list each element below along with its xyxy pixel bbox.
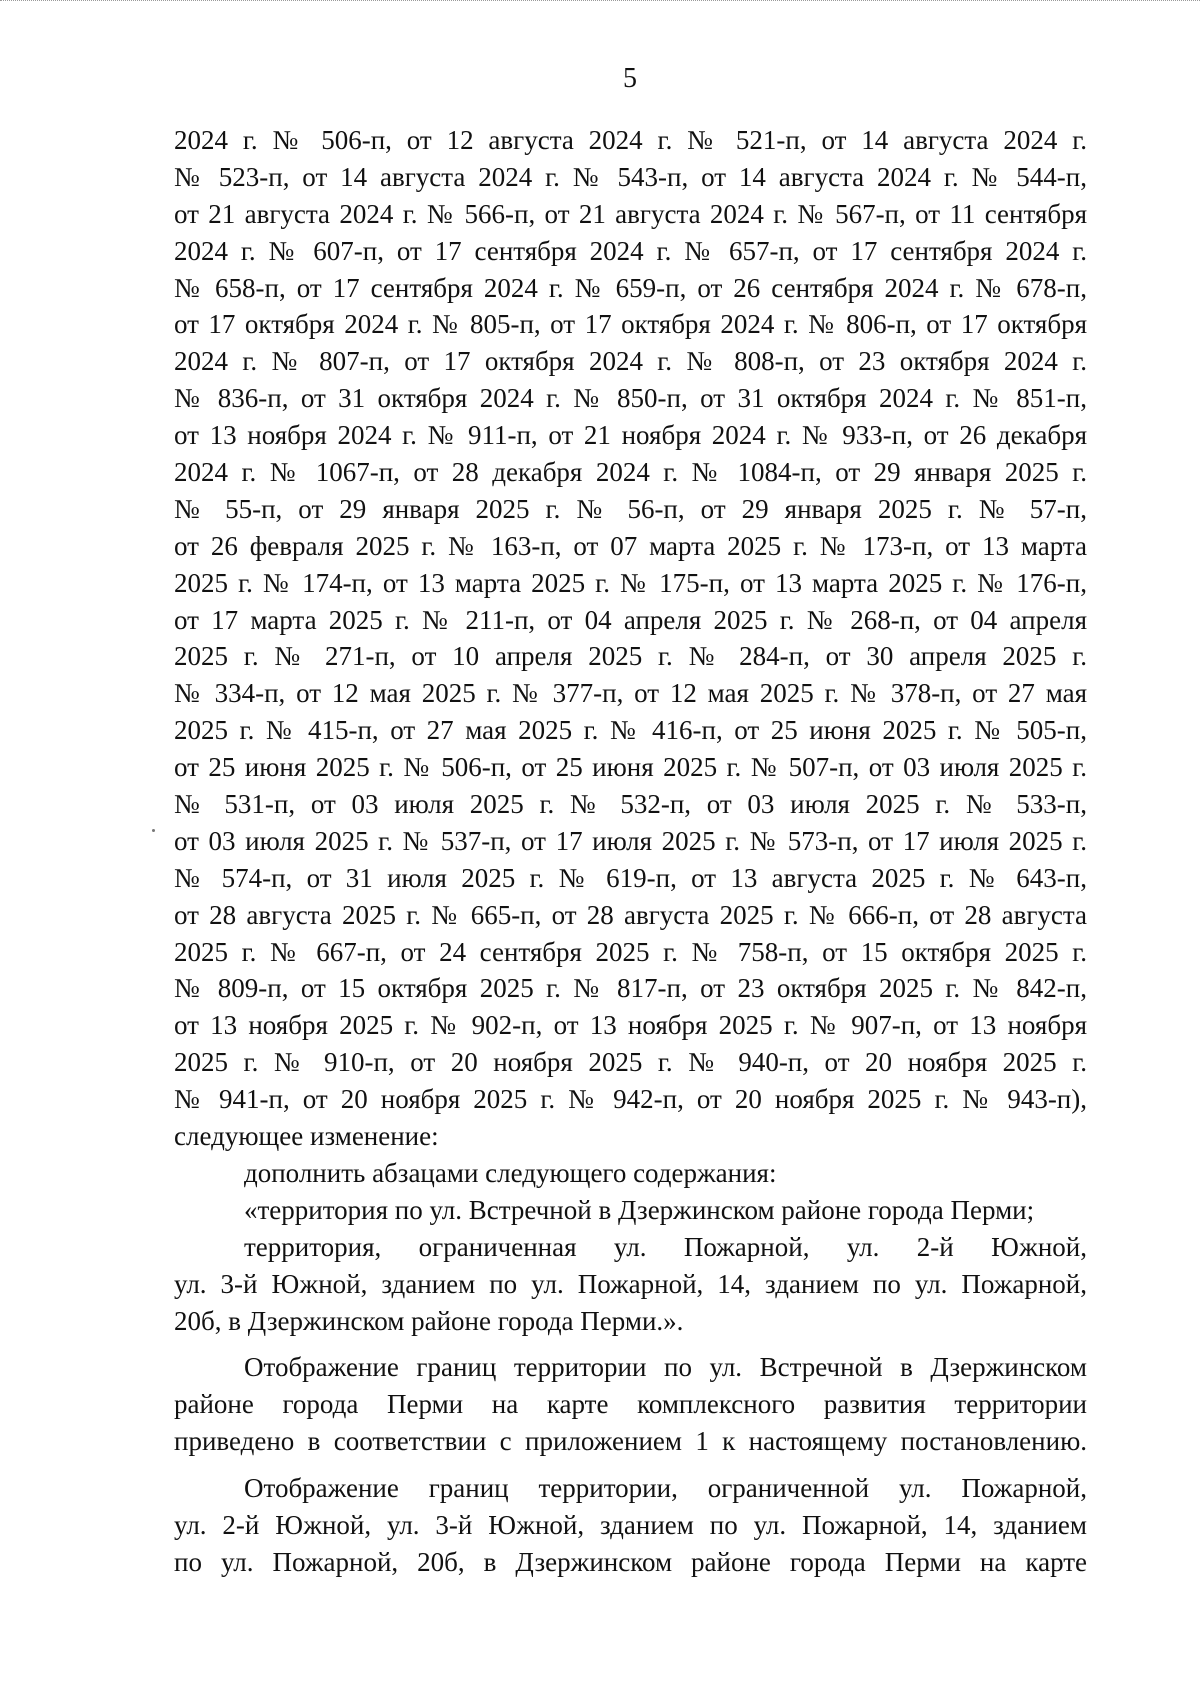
paragraph-map-pozharnaya	[174, 1470, 1087, 1581]
text-line: районе города Перми на карте комплексного развития территории	[174, 1389, 1087, 1420]
text-line: от 28 августа 2025 г. № 665-п, от 28 августа 2025 г. № 666-п, от 28 августа	[174, 899, 1087, 930]
text-line: от 17 марта 2025 г. № 211-п, от 04 апреля 2025 г. № 268-п, от 04 апреля	[174, 604, 1087, 635]
quote-line: территория, ограниченная ул. Пожарной, ул. 2-й Южной,	[244, 1231, 1087, 1262]
document-body	[174, 122, 1087, 1581]
page-number: 5	[623, 63, 637, 94]
text-line: от 25 июня 2025 г. № 506-п, от 25 июня 2025 г. № 507-п, от 03 июля 2025 г.	[174, 752, 1087, 783]
text-line: № 658-п, от 17 сентября 2024 г. № 659-п, от 26 сентября 2024 г. № 678-п,	[174, 272, 1087, 303]
text-line: приведено в соответствии с приложением 1 к настоящему постановлению.	[174, 1426, 1087, 1457]
quote-line: ул. 3-й Южной, зданием по ул. Пожарной, 14, зданием по ул. Пожарной,	[174, 1268, 1087, 1299]
quote-line: 20б, в Дзержинском районе города Перми.».	[174, 1305, 684, 1336]
amended-acts-list	[174, 122, 1087, 1118]
text-line: № 809-п, от 15 октября 2025 г. № 817-п, от 23 октября 2025 г. № 842-п,	[174, 973, 1087, 1004]
amend-intro: дополнить абзацами следующего содержания:	[244, 1157, 777, 1188]
quote-line: «территория по ул. Встречной в Дзержинском районе города Перми;	[244, 1194, 1035, 1225]
text-line: 2024 г. № 1067-п, от 28 декабря 2024 г. № 1084-п, от 29 января 2025 г.	[174, 457, 1087, 488]
text-line: № 523-п, от 14 августа 2024 г. № 543-п, от 14 августа 2024 г. № 544-п,	[174, 161, 1087, 192]
text-line: 2025 г. № 910-п, от 20 ноября 2025 г. № 940-п, от 20 ноября 2025 г.	[174, 1047, 1087, 1078]
text-line: от 13 ноября 2024 г. № 911-п, от 21 ноября 2024 г. № 933-п, от 26 декабря	[174, 420, 1087, 451]
change-intro: следующее изменение:	[174, 1121, 439, 1152]
text-line: № 531-п, от 03 июля 2025 г. № 532-п, от 03 июля 2025 г. № 533-п,	[174, 789, 1087, 820]
text-line: от 26 февраля 2025 г. № 163-п, от 07 марта 2025 г. № 173-п, от 13 марта	[174, 530, 1087, 561]
text-line: 2024 г. № 807-п, от 17 октября 2024 г. № 808-п, от 23 октября 2024 г.	[174, 346, 1087, 377]
text-line: № 941-п, от 20 ноября 2025 г. № 942-п, от 20 ноября 2025 г. № 943-п),	[174, 1084, 1087, 1115]
text-line: ул. 2-й Южной, ул. 3-й Южной, зданием по ул. Пожарной, 14, зданием	[174, 1509, 1087, 1540]
text-line: № 836-п, от 31 октября 2024 г. № 850-п, от 31 октября 2024 г. № 851-п,	[174, 383, 1087, 414]
text-line: 2025 г. № 271-п, от 10 апреля 2025 г. № 284-п, от 30 апреля 2025 г.	[174, 641, 1087, 672]
text-line: № 55-п, от 29 января 2025 г. № 56-п, от 29 января 2025 г. № 57-п,	[174, 493, 1087, 524]
text-line: по ул. Пожарной, 20б, в Дзержинском районе города Перми на карте	[174, 1546, 1087, 1577]
text-line: 2025 г. № 415-п, от 27 мая 2025 г. № 416-п, от 25 июня 2025 г. № 505-п,	[174, 715, 1087, 746]
text-line: от 17 октября 2024 г. № 805-п, от 17 октября 2024 г. № 806-п, от 17 октября	[174, 309, 1087, 340]
text-line: 2025 г. № 174-п, от 13 марта 2025 г. № 175-п, от 13 марта 2025 г. № 176-п,	[174, 567, 1087, 598]
text-line: 2025 г. № 667-п, от 24 сентября 2025 г. № 758-п, от 15 октября 2025 г.	[174, 936, 1087, 967]
text-line: 2024 г. № 607-п, от 17 сентября 2024 г. № 657-п, от 17 сентября 2024 г.	[174, 235, 1087, 266]
text-line: от 03 июля 2025 г. № 537-п, от 17 июля 2025 г. № 573-п, от 17 июля 2025 г.	[174, 825, 1087, 856]
text-line: Отображение границ территории по ул. Встречной в Дзержинском	[244, 1352, 1087, 1383]
text-line: № 574-п, от 31 июля 2025 г. № 619-п, от 13 августа 2025 г. № 643-п,	[174, 862, 1087, 893]
text-line: от 13 ноября 2025 г. № 902-п, от 13 ноября 2025 г. № 907-п, от 13 ноября	[174, 1010, 1087, 1041]
paragraph-map-vstrechnaya	[174, 1349, 1087, 1460]
scan-top-edge	[0, 0, 1200, 3]
text-line: от 21 августа 2024 г. № 566-п, от 21 августа 2024 г. № 567-п, от 11 сентября	[174, 198, 1087, 229]
text-line: 2024 г. № 506-п, от 12 августа 2024 г. № 521-п, от 14 августа 2024 г.	[174, 125, 1087, 155]
text-line: Отображение границ территории, ограниченной ул. Пожарной,	[244, 1473, 1087, 1504]
scan-speck	[152, 829, 155, 832]
text-line: № 334-п, от 12 мая 2025 г. № 377-п, от 12 мая 2025 г. № 378-п, от 27 мая	[174, 678, 1087, 709]
